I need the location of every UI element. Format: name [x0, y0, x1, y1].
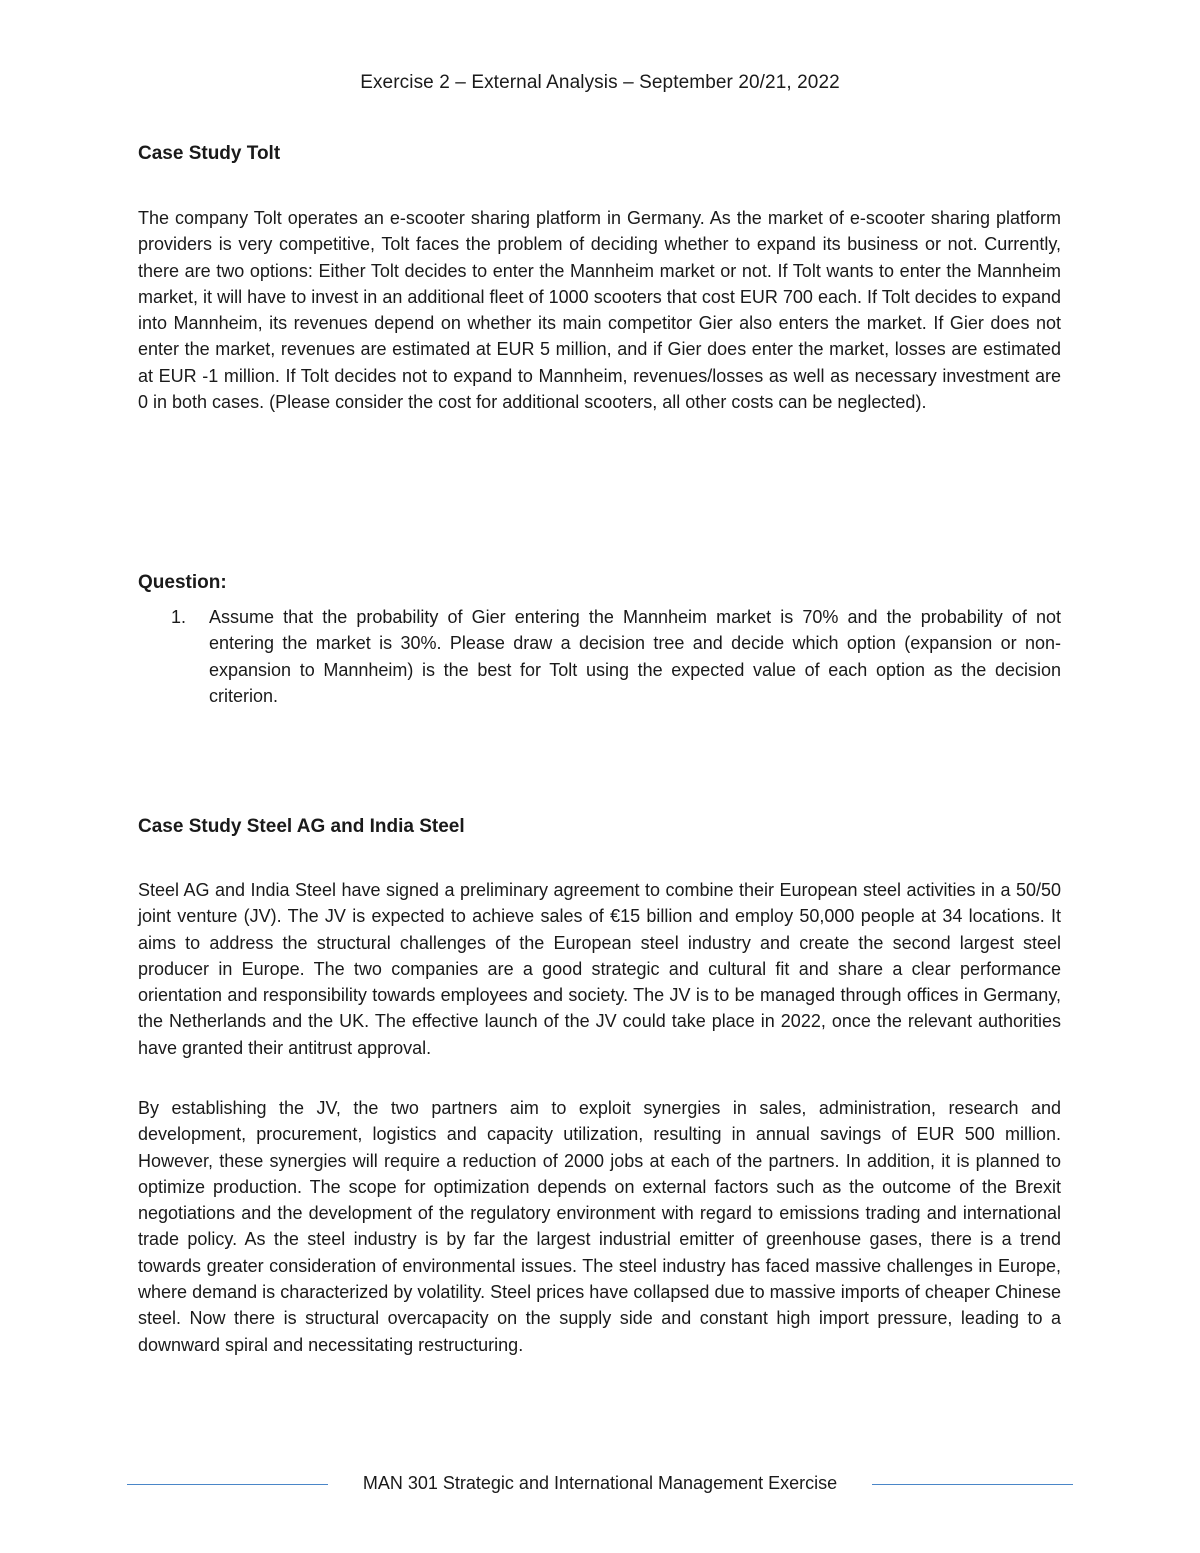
question-heading: Question:: [138, 572, 227, 593]
question-text: Assume that the probability of Gier entering the Mannheim market is 70% and the probability of not entering the market is 30%. Please draw a decision tree and decide which option (expansion or non-expansion to Mannheim) is the best for Tolt using the expected value of each option as the decision criterion.: [209, 607, 1061, 706]
page-footer: [0, 1473, 1200, 1499]
steel-paragraph-1: Steel AG and India Steel have signed a preliminary agreement to combine their European steel activities in a 50/50 joint venture (JV). The JV is expected to achieve sales of €15 billion and employ 50,000 people at 34 locations. It aims to address the structural challenges of the European steel industry and create the second largest steel producer in Europe. The two companies are a good strategic and cultural fit and share a clear performance orientation and responsibility towards employees and society. The JV is to be managed through offices in Germany, the Netherlands and the UK. The effective launch of the JV could take place in 2022, once the relevant authorities have granted their antitrust approval.: [138, 880, 1061, 1058]
footer-text: MAN 301 Strategic and International Management Exercise: [362, 1473, 838, 1493]
steel-heading: Case Study Steel AG and India Steel: [138, 816, 465, 837]
page-header: Exercise 2 – External Analysis – September 20/21, 2022: [360, 72, 840, 93]
question-number: 1.: [171, 607, 187, 627]
question-list: [138, 604, 1061, 709]
steel-paragraph-2: By establishing the JV, the two partners aim to exploit synergies in sales, administration, research and development, procurement, logistics and capacity utilization, resulting in annual savings of EUR 500 million. However, these synergies will require a reduction of 2000 jobs at each of the partners. In addition, it is planned to optimize production. The scope for optimization depends on external factors such as the outcome of the Brexit negotiations and the development of the regulatory environment with regard to emissions trading and international trade policy. As the steel industry is by far the largest industrial emitter of greenhouse gases, there is a trend towards greater consideration of environmental issues. The steel industry has faced massive challenges in Europe, where demand is characterized by volatility. Steel prices have collapsed due to massive imports of cheaper Chinese steel. Now there is structural overcapacity on the supply side and constant high import pressure, leading to a downward spiral and necessitating restructuring.: [138, 1098, 1061, 1355]
question-item: [138, 604, 1061, 709]
tolt-heading: Case Study Tolt: [138, 143, 281, 164]
tolt-paragraph: The company Tolt operates an e-scooter sharing platform in Germany. As the market of e-scooter sharing platform providers is very competitive, Tolt faces the problem of deciding whether to expand its business or not. Currently, there are two options: Either Tolt decides to enter the Mannheim market or not. If Tolt wants to enter the Mannheim market, it will have to invest in an additional fleet of 1000 scooters that cost EUR 700 each. If Tolt decides to expand into Mannheim, its revenues depend on whether its main competitor Gier also enters the market. If Gier does not enter the market, revenues are estimated at EUR 5 million, and if Gier does enter the market, losses are estimated at EUR -1 million. If Tolt decides not to expand to Mannheim, revenues/losses as well as necessary investment are 0 in both cases. (Please consider the cost for additional scooters, all other costs can be neglected).: [138, 208, 1061, 413]
